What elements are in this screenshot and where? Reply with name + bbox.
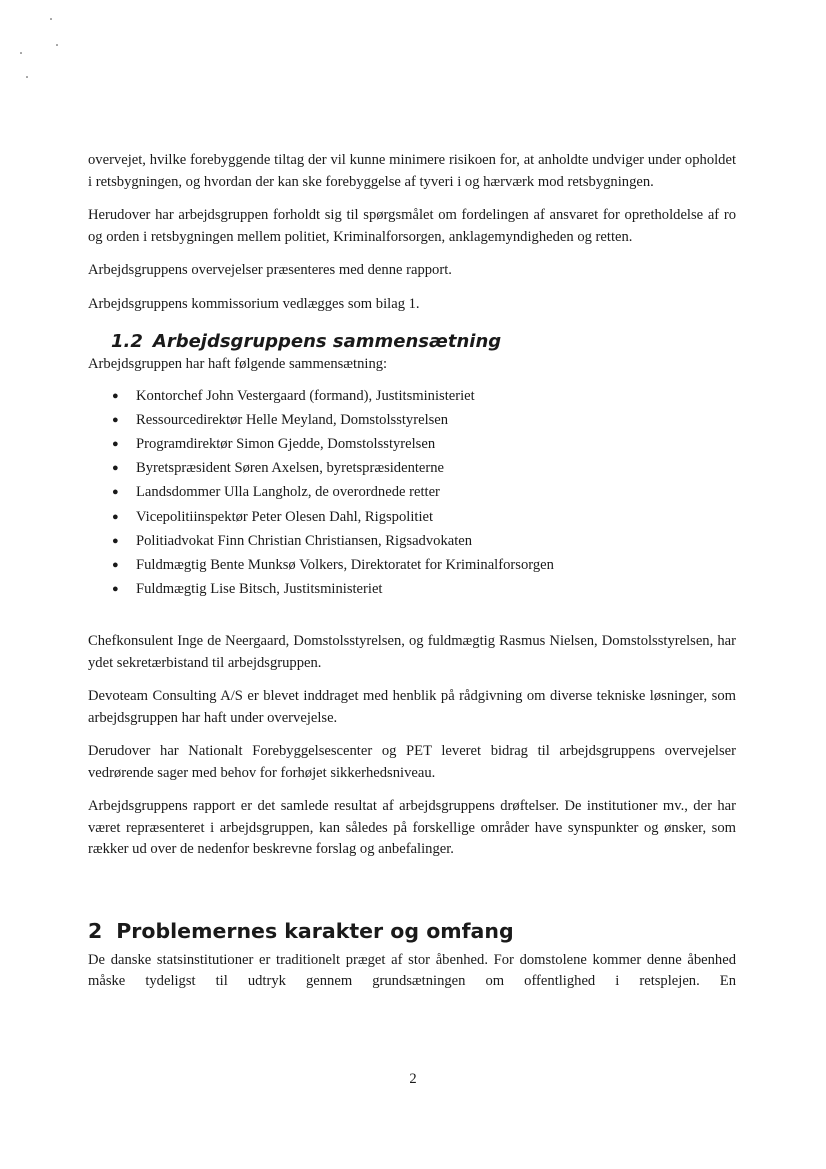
bullet-icon: ● (112, 462, 119, 475)
body-paragraph: Chefkonsulent Inge de Neergaard, Domstolsstyrelsen, og fuldmægtig Rasmus Nielsen, Domstolsstyrelsen, har ydet sekretærbistand til arbejdsgruppen. (88, 633, 736, 671)
body-paragraph: Arbejdsgruppens rapport er det samlede resultat af arbejdsgruppens drøftelser. De institutioner mv., der har været repræsenteret i arbejdsgruppen, kan således på forskellige områder have synspunkter og ønsker, som rækker ud over de nedenfor beskrevne forslag og anbefalinger. (88, 798, 736, 858)
bullet-icon: ● (112, 583, 119, 596)
member-text: Landsdommer Ulla Langholz, de overordnede retter (136, 484, 440, 501)
list-item (88, 432, 736, 456)
section-heading-1-2 (111, 331, 736, 352)
member-text: Politiadvokat Finn Christian Christiansen, Rigsadvokaten (136, 532, 473, 549)
list-item (88, 553, 736, 577)
document-page (88, 150, 736, 1005)
body-paragraph: Devoteam Consulting A/S er blevet inddraget med henblik på rådgivning om diverse tekniske løsninger, som arbejdsgruppen har haft under overvejelse. (88, 688, 736, 726)
list-item (88, 408, 736, 432)
bullet-icon: ● (112, 486, 119, 499)
member-text: Ressourcedirektør Helle Meyland, Domstolsstyrelsen (136, 411, 449, 428)
section-title: Problemernes karakter og omfang (116, 918, 514, 943)
bullet-icon: ● (112, 413, 119, 426)
bullet-icon: ● (112, 534, 119, 547)
member-text: Fuldmægtig Bente Munksø Volkers, Direktoratet for Kriminalforsorgen (136, 556, 554, 573)
list-item (88, 505, 736, 529)
body-paragraph: Herudover har arbejdsgruppen forholdt sig til spørgsmålet om fordelingen af ansvaret for opretholdelse af ro og orden i retsbygningen mellem politiet, Kriminalforsorgen, anklagemyndigheden og retten. (88, 207, 736, 245)
body-paragraph: Arbejdsgruppens overvejelser præsenteres med denne rapport. (88, 262, 452, 278)
list-item (88, 480, 736, 504)
bullet-icon: ● (112, 437, 119, 450)
bullet-icon: ● (112, 510, 119, 523)
member-text: Vicepolitiinspektør Peter Olesen Dahl, Rigspolitiet (136, 508, 434, 525)
section-heading-2 (88, 919, 736, 943)
list-item (88, 456, 736, 480)
section-intro: Arbejdsgruppen har haft følgende sammensætning: (88, 356, 388, 372)
bullet-icon: ● (112, 558, 119, 571)
body-paragraph: De danske statsinstitutioner er traditionelt præget af stor åbenhed. For domstolene kommer denne åbenhed måske tydeligst til udtryk gennem grundsætningen om offentlighed i retsplejen. En (88, 951, 736, 990)
bullet-icon: ● (112, 389, 119, 402)
member-text: Byretspræsident Søren Axelsen, byretspræsidenterne (136, 460, 445, 477)
section-title: Arbejdsgruppens sammensætning (152, 331, 502, 352)
member-text: Programdirektør Simon Gjedde, Domstolsstyrelsen (136, 435, 436, 452)
section-number: 1.2 (111, 331, 143, 352)
list-item (88, 384, 736, 408)
body-paragraph: overvejet, hvilke forebyggende tiltag der vil kunne minimere risikoen for, at anholdte undviger under opholdet i retsbygningen, og hvordan der kan ske forebyggelse af tyveri i og hærværk mod retsbygningen. (88, 152, 736, 190)
body-paragraph: Derudover har Nationalt Forebyggelsescenter og PET leveret bidrag til arbejdsgruppens overvejelser vedrørende sager med behov for forhøjet sikkerhedsniveau. (88, 743, 736, 781)
member-text: Kontorchef John Vestergaard (formand), Justitsministeriet (136, 387, 475, 404)
list-item (88, 529, 736, 553)
member-text: Fuldmægtig Lise Bitsch, Justitsministeriet (136, 581, 383, 598)
list-item (88, 577, 736, 601)
body-paragraph: Arbejdsgruppens kommissorium vedlægges som bilag 1. (88, 295, 420, 312)
section-number: 2 (88, 918, 103, 943)
page-number: 2 (409, 1071, 417, 1087)
member-list (88, 384, 736, 602)
